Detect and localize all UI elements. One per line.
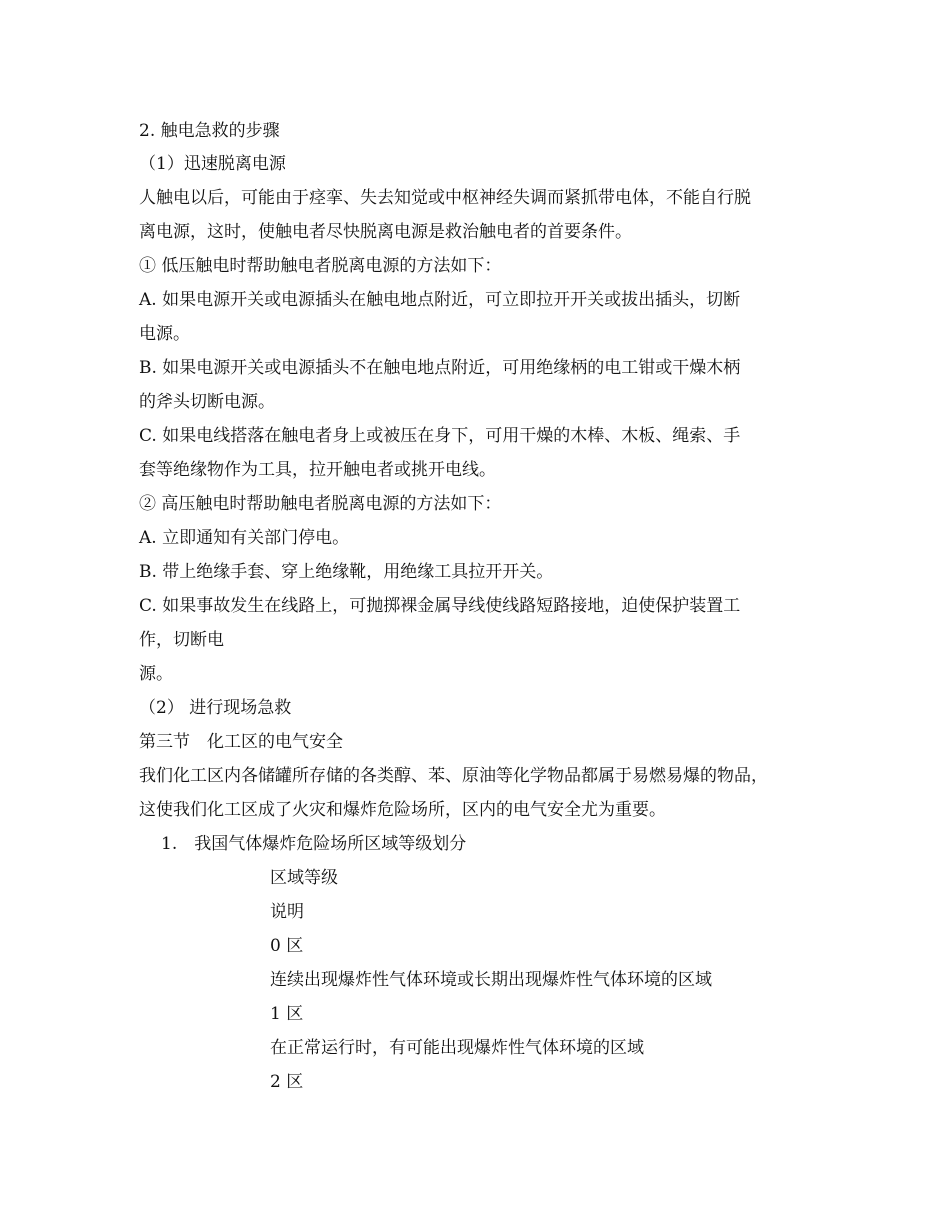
table-cell-header: 说明: [270, 902, 304, 922]
list-item: 源。: [139, 664, 173, 684]
numbered-heading: 1. 我国气体爆炸危险场所区域等级划分: [161, 834, 467, 854]
table-cell-header: 区域等级: [270, 868, 338, 888]
list-item: C. 如果事故发生在线路上，可抛掷裸金属导线使线路短路接地，迫使保护装置工: [139, 596, 741, 616]
list-item: B. 如果电源开关或电源插头不在触电地点附近，可用绝缘柄的电工钳或干燥木柄: [139, 358, 741, 378]
list-item: C. 如果电线搭落在触电者身上或被压在身下，可用干燥的木棒、木板、绳索、手: [139, 426, 741, 446]
paragraph-line: 我们化工区内各储罐所存储的各类醇、苯、原油等化学物品都属于易燃易爆的物品，: [139, 766, 768, 786]
subsection-heading: （2） 进行现场急救: [139, 698, 292, 718]
table-cell: 2 区: [270, 1072, 304, 1092]
list-heading: ① 低压触电时帮助触电者脱离电源的方法如下：: [139, 256, 502, 276]
list-item: A. 立即通知有关部门停电。: [139, 528, 350, 548]
list-item: A. 如果电源开关或电源插头在触电地点附近，可立即拉开开关或拔出插头，切断: [139, 290, 741, 310]
section-heading: 2. 触电急救的步骤: [139, 121, 280, 141]
paragraph-line: 人触电以后，可能由于痉挛、失去知觉或中枢神经失调而紧抓带电体，不能自行脱: [139, 188, 751, 208]
paragraph-line: 离电源，这时，使触电者尽快脱离电源是救治触电者的首要条件。: [139, 222, 632, 242]
subsection-heading: （1）迅速脱离电源: [139, 154, 286, 174]
paragraph-line: 这使我们化工区成了火灾和爆炸危险场所，区内的电气安全尤为重要。: [139, 800, 666, 820]
list-item: 作，切断电: [139, 630, 224, 650]
list-item: B. 带上绝缘手套、穿上绝缘靴，用绝缘工具拉开开关。: [139, 562, 554, 582]
table-cell: 0 区: [270, 936, 304, 956]
list-item: 的斧头切断电源。: [139, 392, 275, 412]
list-item: 电源。: [139, 324, 190, 344]
table-cell: 连续出现爆炸性气体环境或长期出现爆炸性气体环境的区域: [270, 970, 712, 990]
table-cell: 在正常运行时，有可能出现爆炸性气体环境的区域: [270, 1038, 644, 1058]
list-heading: ② 高压触电时帮助触电者脱离电源的方法如下：: [139, 494, 502, 514]
table-cell: 1 区: [270, 1004, 304, 1024]
list-item: 套等绝缘物作为工具，拉开触电者或挑开电线。: [139, 460, 496, 480]
chapter-heading: 第三节 化工区的电气安全: [139, 732, 343, 752]
